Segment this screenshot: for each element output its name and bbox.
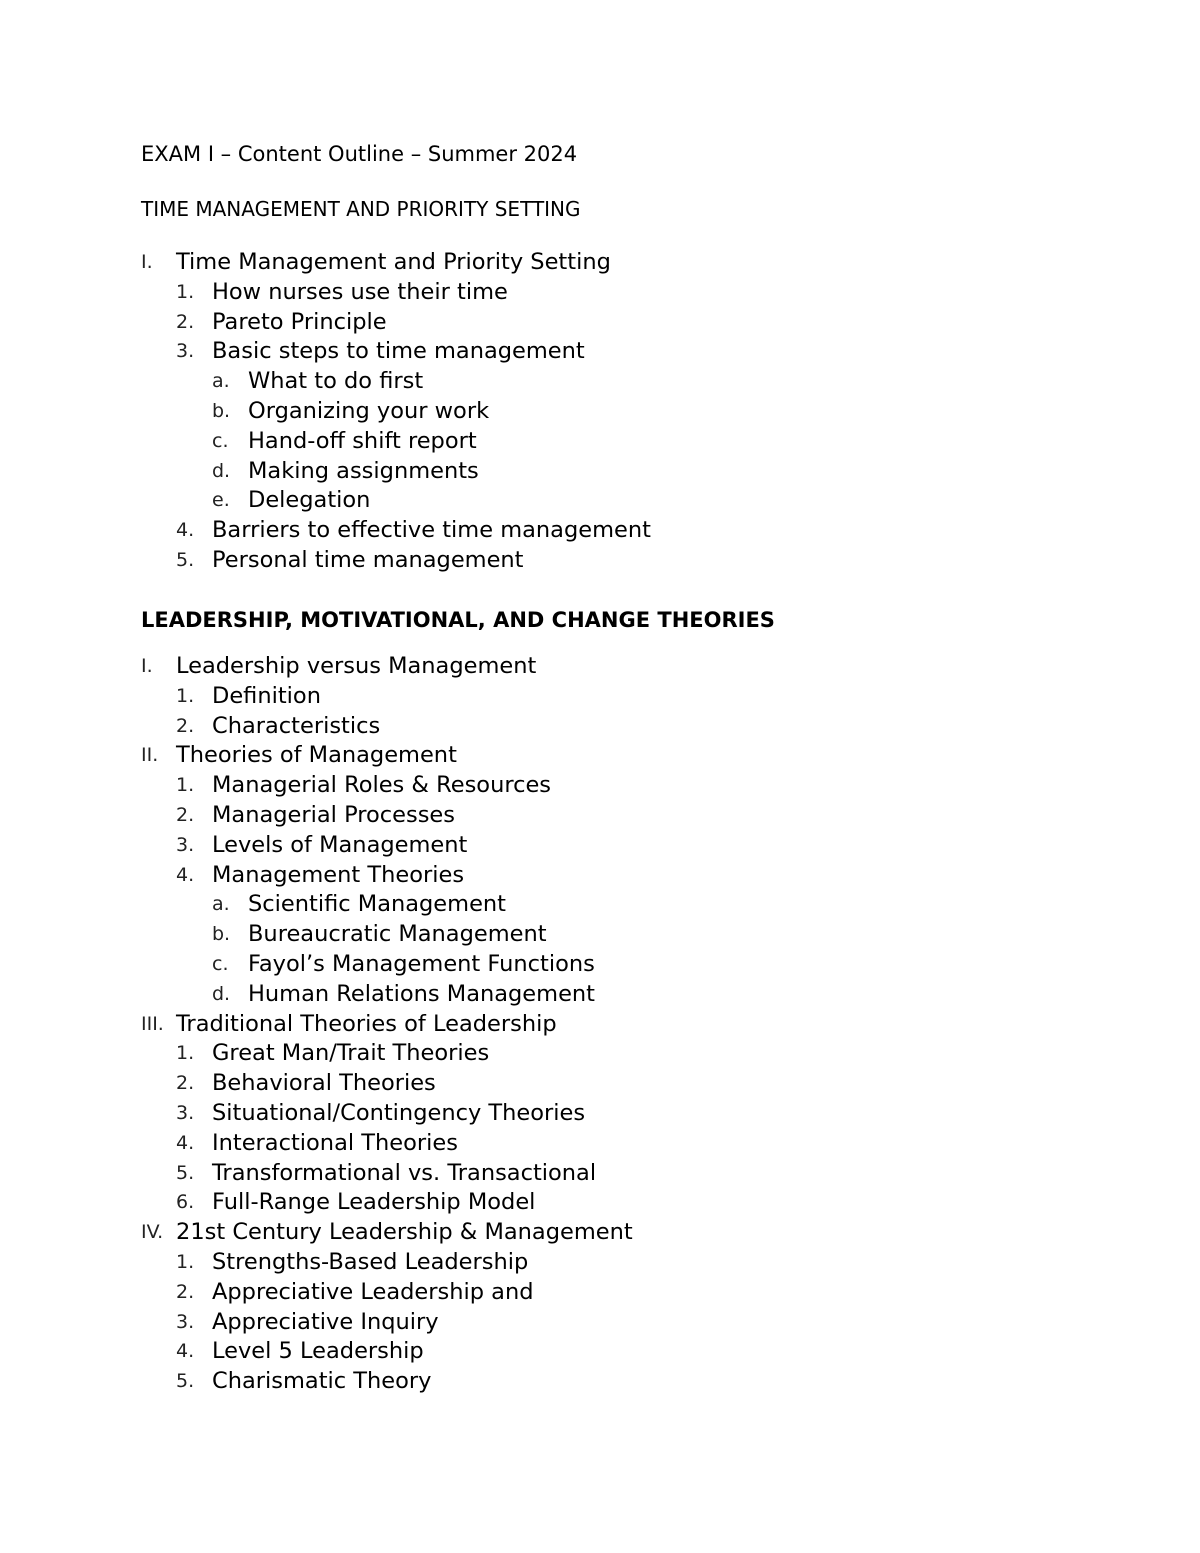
document-title: EXAM I – Content Outline – Summer 2024 [141,142,578,166]
list-item-text: Scientific Management [248,891,506,918]
list-item-text: Human Relations Management [248,980,595,1007]
list-item-text: Organizing your work [248,397,490,424]
list-marker: IV. [141,1221,164,1244]
list-marker: d. [212,982,231,1005]
list-marker: 4. [176,863,195,886]
list-marker: I. [141,251,153,273]
list-item-text: 21st Century Leadership & Management [176,1219,633,1246]
list-item-text: Appreciative Inquiry [212,1308,439,1335]
list-marker: a. [212,370,230,393]
list-item-text: Time Management and Priority Setting [176,249,611,275]
list-marker: 2. [176,803,195,826]
list-marker: II. [141,744,159,767]
list-marker: e. [212,489,230,512]
list-item-text: Transformational vs. Transactional [212,1159,597,1186]
list-item-text: Definition [212,682,321,709]
list-item-text: Situational/Contingency Theories [212,1099,586,1126]
list-item-text: Hand-off shift report [248,427,477,454]
list-item-text: Personal time management [212,546,524,573]
list-item-text: What to do first [248,368,424,395]
list-marker: 5. [176,548,195,571]
list-item-text: Making assignments [248,457,479,484]
list-marker: 5. [176,1370,195,1393]
list-item-text: Delegation [248,487,371,514]
list-marker: 2. [176,310,195,333]
list-marker: 1. [176,1042,195,1065]
list-marker: 1. [176,1250,195,1273]
list-item-text: Levels of Management [212,831,468,858]
section-heading-leadership: LEADERSHIP, MOTIVATIONAL, AND CHANGE THEORIES [141,608,775,632]
list-marker: b. [212,923,231,946]
list-marker: 5. [176,1161,195,1184]
list-item-text: Traditional Theories of Leadership [176,1010,557,1037]
list-marker: 1. [176,684,195,707]
list-item-text: Strengths-Based Leadership [212,1248,529,1275]
list-marker: 2. [176,714,195,737]
list-item-text: Behavioral Theories [212,1070,436,1097]
list-item-text: Pareto Principle [212,308,387,335]
list-item-text: Basic steps to time management [212,338,585,365]
list-marker: 1. [176,280,195,303]
list-marker: III. [141,1012,164,1035]
list-marker: c. [212,952,229,975]
list-marker: 6. [176,1191,195,1214]
list-marker: d. [212,459,231,482]
list-marker: 1. [176,774,195,797]
list-marker: 4. [176,1131,195,1154]
list-marker: 3. [176,1310,195,1333]
list-item-text: Charismatic Theory [212,1368,432,1395]
list-item-text: Great Man/Trait Theories [212,1040,490,1067]
list-marker: 4. [176,1340,195,1363]
list-marker: 3. [176,1101,195,1124]
list-item-text: Full-Range Leadership Model [212,1189,536,1216]
list-item-text: Managerial Roles & Resources [212,772,552,799]
list-marker: I. [141,655,153,677]
list-item-text: Level 5 Leadership [212,1338,424,1365]
list-marker: 2. [176,1072,195,1095]
list-item-text: Leadership versus Management [176,653,537,679]
list-item-text: Interactional Theories [212,1129,458,1156]
section-heading-time-management: TIME MANAGEMENT AND PRIORITY SETTING [141,197,581,221]
list-item-text: How nurses use their time [212,278,508,305]
list-item-text: Characteristics [212,712,381,739]
list-marker: 3. [176,340,195,363]
list-marker: a. [212,893,230,916]
list-item-text: Appreciative Leadership and [212,1278,534,1305]
list-item-text: Theories of Management [176,742,457,769]
list-marker: 2. [176,1280,195,1303]
list-marker: c. [212,429,229,452]
list-item-text: Managerial Processes [212,801,455,828]
list-marker: 4. [176,519,195,542]
list-marker: b. [212,399,231,422]
list-item-text: Bureaucratic Management [248,921,547,948]
list-item-text: Barriers to effective time management [212,517,651,544]
list-item-text: Management Theories [212,861,465,888]
list-marker: 3. [176,833,195,856]
list-item-text: Fayol’s Management Functions [248,950,595,977]
